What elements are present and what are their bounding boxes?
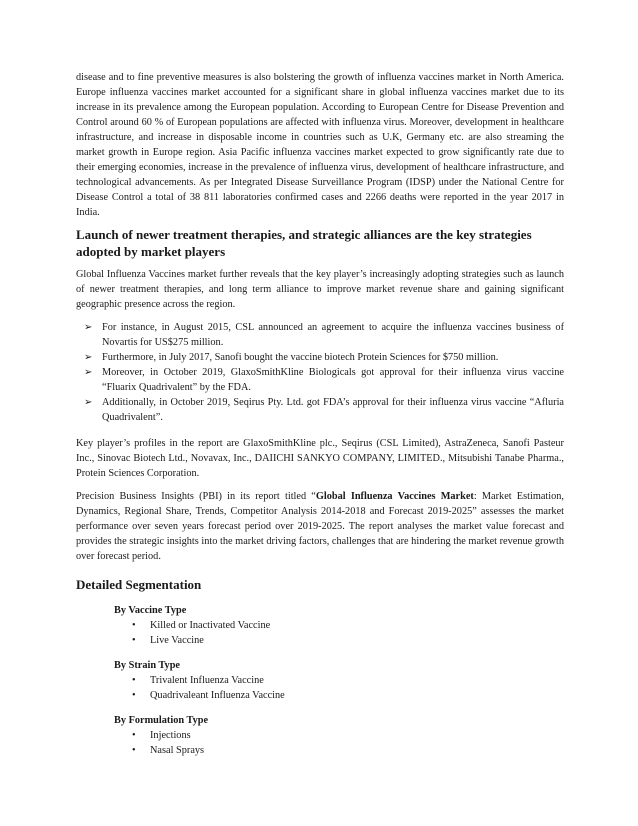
bullet-icon: • (132, 635, 136, 646)
bullet-icon: • (132, 675, 136, 686)
list-item-text: Nasal Sprays (150, 745, 205, 756)
list-item (114, 728, 564, 743)
list-item (114, 688, 564, 703)
bullet-icon: • (132, 730, 136, 741)
section-heading-strategies: Launch of newer treatment therapies, and strategic alliances are the key strategies adopted by market players (76, 227, 532, 259)
report-description-paragraph (76, 489, 564, 564)
list-item-text: Injections (150, 730, 191, 741)
report-text-before: Precision Business Insights (PBI) in its report titled “ (76, 491, 316, 502)
list-item-text: Killed or Inactivated Vaccine (150, 620, 271, 631)
intro-paragraph: disease and to fine preventive measures is also bolstering the growth of influenza vaccines market in North America. Europe influenza vaccines market accounted for a significant share in global influenza vaccines market due to its increase in its prevalence among the European population. According to European Centre for Disease Prevention and Control around 60 % of European populations are affected with influenza virus. Moreover, development in healthcare infrastructure, and increase in disposable income in countries such as U.K, Germany etc. are also streaming the market growth in Europe region. Asia Pacific influenza vaccines market expected to grow significantly rate due to their emerging economies, increase in the prevalence of influenza virus, development of healthcare infrastructure, and technological advancements. As per Integrated Disease Surveillance Program (IDSP) under the National Centre for Disease Control a total of 38 811 laboratories confirmed cases and 2266 deaths were reported in the year 2017 in India. (76, 72, 564, 218)
segment-title: By Formulation Type (114, 715, 209, 726)
segment-title: By Vaccine Type (114, 605, 187, 616)
list-item (114, 743, 564, 758)
list-item (84, 395, 564, 425)
document-page (76, 70, 564, 768)
segment-formulation-type (114, 713, 564, 758)
list-item-text: Trivalent Influenza Vaccine (150, 675, 264, 686)
list-item-text: Additionally, in October 2019, Seqirus Pty. Ltd. got FDA’s approval for their influenza virus vaccine “Afluria Quadrivalent”. (102, 397, 564, 423)
list-item-text: Furthermore, in July 2017, Sanofi bought the vaccine biotech Protein Sciences for $750 million. (102, 352, 499, 363)
list-item-text: For instance, in August 2015, CSL announced an agreement to acquire the influenza vaccines business of Novartis for US$275 million. (102, 322, 564, 348)
key-players-paragraph: Key player’s profiles in the report are GlaxoSmithKline plc., Seqirus (CSL Limited), AstraZeneca, Sanofi Pasteur Inc., Sinovac Biotech Ltd., Novavax, Inc., DAIICHI SANKYO COMPANY, LIMITED., Mitsubishi Tanabe Pharma., Protein Sciences Corporation. (76, 438, 564, 479)
bullet-icon: • (132, 745, 136, 756)
list-item (84, 350, 564, 365)
arrow-bullet-icon: ➢ (84, 397, 93, 408)
segment-items (114, 673, 564, 703)
trends-paragraph: Global Influenza Vaccines market further reveals that the key player’s increasingly adopting strategies such as launch of newer treatment therapies, and long term alliance to improve market revenue share and gaining significant geographic presence across the region. (76, 269, 564, 310)
arrow-bullet-icon: ➢ (84, 352, 93, 363)
list-item (114, 618, 564, 633)
arrow-bullet-icon: ➢ (84, 367, 93, 378)
list-item-text: Moreover, in October 2019, GlaxoSmithKline Biologicals got approval for their influenza virus vaccine “Fluarix Quadrivalent” by the FDA. (102, 367, 564, 393)
segment-items (114, 618, 564, 648)
segment-items (114, 728, 564, 758)
list-item (114, 673, 564, 688)
bullet-icon: • (132, 690, 136, 701)
segment-vaccine-type (114, 603, 564, 648)
developments-list (76, 320, 564, 425)
segment-strain-type (114, 658, 564, 703)
list-item-text: Quadrivaleant Influenza Vaccine (150, 690, 285, 701)
segment-title: By Strain Type (114, 660, 180, 671)
list-item (114, 633, 564, 648)
bullet-icon: • (132, 620, 136, 631)
list-item (84, 365, 564, 395)
report-text-after: : Market Estimation, Dynamics, Regional Share, Trends, Competitor Analysis 2014-2018 and Forecast 2019-2025” assesses the market performance over seven years forecast period over 2019-2025. The report analyses the market value forecast and provides the strategic insights into the market driving factors, challenges that are hindering the market revenue growth over forecast period. (76, 491, 564, 562)
list-item (84, 320, 564, 350)
list-item-text: Live Vaccine (150, 635, 204, 646)
report-title: Global Influenza Vaccines Market (315, 491, 474, 502)
arrow-bullet-icon: ➢ (84, 322, 93, 333)
segmentation-heading: Detailed Segmentation (76, 577, 202, 592)
